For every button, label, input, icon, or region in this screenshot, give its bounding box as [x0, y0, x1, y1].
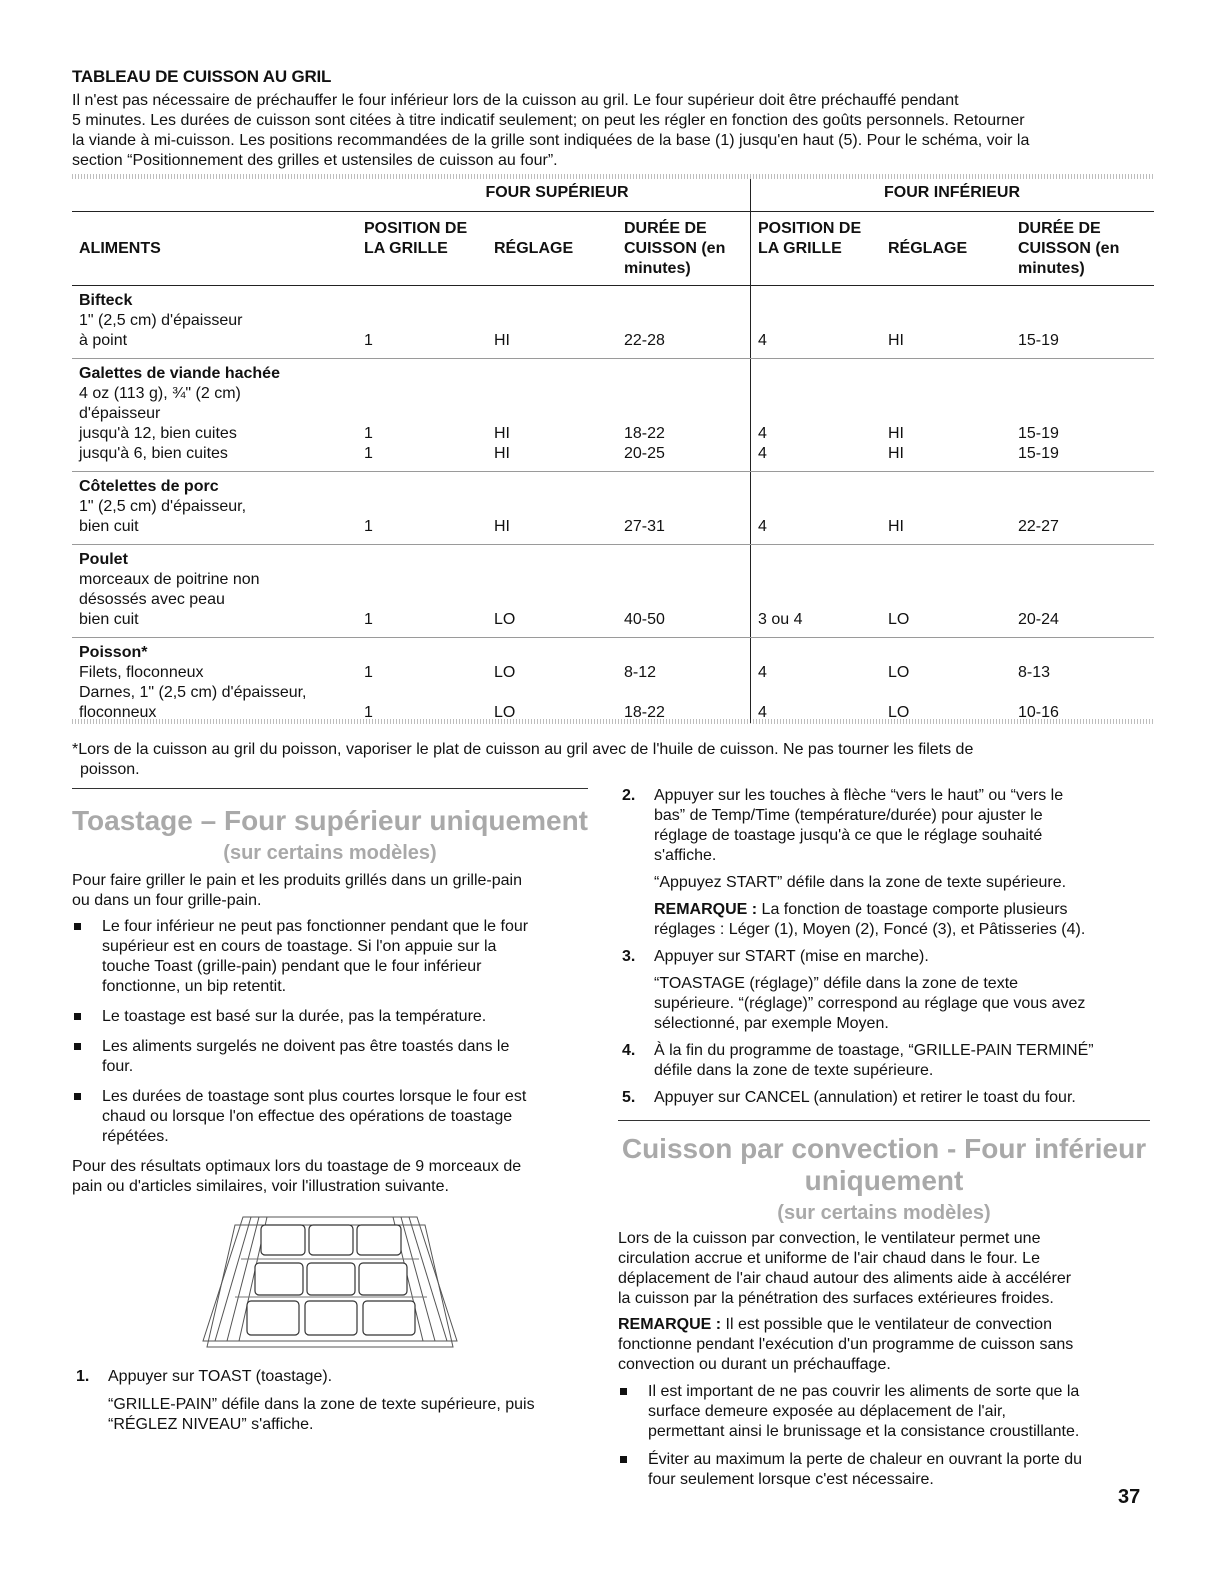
lower-setting-cell: LO	[888, 704, 910, 721]
text-line: Le four inférieur ne peut pas fonctionner pendant que le four	[102, 918, 529, 935]
food-desc: Darnes, 1" (2,5 cm) d'épaisseur,	[79, 684, 307, 701]
lower-position-cell: 4	[758, 664, 767, 681]
section-rule	[618, 1120, 1150, 1121]
text-line: Appuyer sur TOAST (toastage).	[108, 1368, 333, 1385]
upper-time-cell: 8-12	[624, 664, 657, 681]
header-line: CUISSON (en	[624, 240, 726, 257]
text-line: répétées.	[102, 1128, 169, 1145]
toasting-bullet	[72, 917, 588, 997]
text-line: four seulement lorsque c'est nécessaire.	[648, 1471, 934, 1488]
lower-oven-group-header: FOUR INFÉRIEUR	[884, 184, 1020, 201]
toasting-outro	[72, 1157, 588, 1197]
footnote-line: poisson.	[80, 761, 140, 778]
header-line: LA GRILLE	[758, 240, 842, 257]
header-line: POSITION DE	[364, 220, 468, 237]
intro-line: section “Positionnement des grilles et ustensiles de cuisson au four”.	[72, 152, 558, 169]
upper-position-cell: 1	[364, 664, 373, 681]
toasting-step-1	[72, 1367, 588, 1387]
row-divider	[72, 637, 1154, 638]
text-line: “Appuyez START” défile dans la zone de texte supérieure.	[654, 874, 1067, 891]
lower-position-cell: 4	[758, 445, 767, 462]
title-line: uniquement	[804, 1165, 964, 1196]
food-desc: 1" (2,5 cm) d'épaisseur	[79, 312, 243, 329]
text-line: Les durées de toastage sont plus courtes lorsque le four est	[102, 1088, 527, 1105]
food-cell	[79, 477, 369, 537]
food-desc: désossés avec peau	[79, 591, 225, 608]
bullet-square-icon	[620, 1388, 627, 1395]
text-line: pain ou d'articles similaires, voir l'illustration suivante.	[72, 1178, 449, 1195]
step-detail	[618, 873, 1150, 893]
text-line: touche Toast (grille-pain) pendant que le four inférieur	[102, 958, 482, 975]
step-number: 1.	[76, 1368, 90, 1385]
food-desc: à point	[79, 332, 128, 349]
step-detail	[618, 974, 1150, 1034]
note-label: REMARQUE :	[618, 1316, 722, 1333]
text-line: Le toastage est basé sur la durée, pas la température.	[102, 1008, 487, 1025]
lower-setting-cell: HI	[888, 332, 904, 349]
toasting-bullet	[72, 1037, 588, 1077]
text-line: supérieur est en cours de toastage. Si l'on appuie sur la	[102, 938, 497, 955]
bullet-square-icon	[74, 1013, 81, 1020]
text-line: sélectionné, par exemple Moyen.	[654, 1015, 889, 1032]
text-line: s'affiche.	[654, 847, 717, 864]
text-line: fonctionne, un bip retentit.	[102, 978, 287, 995]
upper-setting-cell: LO	[494, 664, 516, 681]
upper-time-cell: 18-22	[624, 425, 665, 442]
food-desc: jusqu'à 12, bien cuites	[79, 425, 237, 442]
toasting-step-4	[618, 1041, 1150, 1081]
food-name: Côtelettes de porc	[79, 478, 219, 495]
lower-position-cell: 4	[758, 332, 767, 349]
text-line: Il est possible que le ventilateur de convection	[721, 1316, 1052, 1333]
lower-time-cell: 15-19	[1018, 332, 1059, 349]
food-desc: Filets, floconneux	[79, 664, 204, 681]
convection-title	[618, 1133, 1150, 1197]
header-line: DURÉE DE	[624, 220, 707, 237]
text-line: permettant ainsi le brunissage et la consistance croustillante.	[648, 1423, 1080, 1440]
food-name: Galettes de viande hachée	[79, 365, 280, 382]
upper-time-cell: 20-25	[624, 445, 665, 462]
toast-rack-illustration	[201, 1215, 459, 1351]
header-line: LA GRILLE	[364, 240, 448, 257]
oven-rack-with-bread-icon	[201, 1215, 459, 1351]
lower-time-cell: 15-19	[1018, 445, 1059, 462]
text-line: Appuyer sur les touches à flèche “vers le haut” ou “vers le	[654, 787, 1064, 804]
upper-time-cell: 18-22	[624, 704, 665, 721]
food-name: Poulet	[79, 551, 128, 568]
food-desc: floconneux	[79, 704, 157, 721]
upper-position-cell: 1	[364, 332, 373, 349]
text-line: supérieure. “(réglage)” correspond au réglage que vous avez	[654, 995, 1086, 1012]
header-bottom-rule	[72, 285, 1154, 286]
food-desc: morceaux de poitrine non	[79, 571, 260, 588]
convection-subtitle: (sur certains modèles)	[777, 1202, 991, 1224]
lower-setting-cell: HI	[888, 445, 904, 462]
upper-setting-cell: LO	[494, 611, 516, 628]
lower-position-header	[758, 219, 861, 259]
text-line: circulation accrue et uniforme de l'air chaud dans le four. Le	[618, 1250, 1040, 1267]
bullet-square-icon	[74, 1043, 81, 1050]
lower-position-cell: 4	[758, 425, 767, 442]
food-desc: 1" (2,5 cm) d'épaisseur,	[79, 498, 247, 515]
upper-setting-header: RÉGLAGE	[494, 240, 574, 257]
upper-setting-cell: HI	[494, 518, 510, 535]
toasting-subtitle: (sur certains modèles)	[223, 842, 437, 864]
toasting-title: Toastage – Four supérieur uniquement	[72, 805, 589, 836]
text-line: Éviter au maximum la perte de chaleur en ouvrant la porte du	[648, 1451, 1083, 1468]
upper-setting-cell: HI	[494, 332, 510, 349]
page-number: 37	[1118, 1486, 1141, 1508]
toasting-section	[72, 788, 588, 1435]
header-line: CUISSON (en	[1018, 240, 1120, 257]
food-desc: 4 oz (113 g), ¾" (2 cm)	[79, 385, 241, 402]
text-line: Appuyer sur CANCEL (annulation) et retirer le toast du four.	[654, 1089, 1076, 1106]
upper-position-cell: 1	[364, 445, 373, 462]
header-line: DURÉE DE	[1018, 220, 1101, 237]
text-line: chaud ou lorsque l'on effectue des opérations de toastage	[102, 1108, 513, 1125]
text-line: “TOASTAGE (réglage)” défile dans la zone de texte	[654, 975, 1019, 992]
upper-time-cell: 22-28	[624, 332, 665, 349]
row-divider	[72, 544, 1154, 545]
text-line: Il est important de ne pas couvrir les aliments de sorte que la	[648, 1383, 1080, 1400]
row-divider	[72, 471, 1154, 472]
food-name: Poisson*	[79, 644, 148, 661]
upper-time-header	[624, 219, 725, 279]
title-line: Cuisson par convection - Four inférieur	[621, 1133, 1147, 1164]
step-number: 4.	[622, 1042, 636, 1059]
intro-line: la viande à mi-cuisson. Les positions recommandées de la grille sont indiquées de la base (1) jusqu'en haut (5). Pour le schéma, voir la	[72, 132, 1030, 149]
text-line: À la fin du programme de toastage, “GRILLE-PAIN TERMINÉ”	[654, 1042, 1094, 1059]
lower-time-cell: 15-19	[1018, 425, 1059, 442]
convection-bullet	[618, 1382, 1150, 1442]
food-cell	[79, 291, 369, 351]
lower-setting-cell: HI	[888, 518, 904, 535]
text-line: convection ou durant un préchauffage.	[618, 1356, 891, 1373]
table-top-border	[72, 174, 1154, 179]
intro-line: Il n'est pas nécessaire de préchauffer le four inférieur lors de la cuisson au gril. Le four supérieur doit être préchauffé pendant	[72, 92, 959, 109]
lower-setting-cell: LO	[888, 611, 910, 628]
toasting-step-5	[618, 1088, 1150, 1108]
text-line: four.	[102, 1058, 134, 1075]
upper-position-cell: 1	[364, 518, 373, 535]
text-line: réglages : Léger (1), Moyen (2), Foncé (3), et Pâtisseries (4).	[654, 921, 1086, 938]
text-line: défile dans la zone de texte supérieure.	[654, 1062, 934, 1079]
step-detail	[72, 1395, 588, 1435]
upper-time-cell: 27-31	[624, 518, 665, 535]
text-line: bas” de Temp/Time (température/durée) pour ajuster le	[654, 807, 1043, 824]
broil-chart-title: TABLEAU DE CUISSON AU GRIL	[72, 67, 332, 86]
convection-intro	[618, 1229, 1150, 1309]
text-line: Pour des résultats optimaux lors du toastage de 9 morceaux de	[72, 1158, 522, 1175]
upper-position-header	[364, 219, 467, 259]
upper-position-cell: 1	[364, 425, 373, 442]
food-desc: d'épaisseur	[79, 405, 161, 422]
upper-position-cell: 1	[364, 704, 373, 721]
step-number: 3.	[622, 948, 636, 965]
food-name: Bifteck	[79, 292, 133, 309]
text-line: Lors de la cuisson par convection, le ventilateur permet une	[618, 1230, 1041, 1247]
step-note	[618, 900, 1150, 940]
lower-position-cell: 4	[758, 704, 767, 721]
table-footnote	[72, 740, 1157, 780]
upper-setting-cell: HI	[494, 425, 510, 442]
text-line: Pour faire griller le pain et les produits grillés dans un grille-pain	[72, 872, 523, 889]
lower-time-cell: 8-13	[1018, 664, 1051, 681]
bullet-square-icon	[74, 923, 81, 930]
text-line: fonctionne pendant l'exécution d'un programme de cuisson sans	[618, 1336, 1074, 1353]
row-divider	[72, 358, 1154, 359]
toasting-bullet	[72, 1087, 588, 1147]
upper-oven-group-header: FOUR SUPÉRIEUR	[485, 184, 629, 201]
food-cell	[79, 643, 369, 723]
food-desc: jusqu'à 6, bien cuites	[79, 445, 228, 462]
toasting-step-3	[618, 947, 1150, 967]
lower-position-cell: 3 ou 4	[758, 611, 803, 628]
lower-time-cell: 20-24	[1018, 611, 1059, 628]
convection-note	[618, 1315, 1150, 1375]
header-line: minutes)	[1018, 260, 1085, 277]
footnote-line: *Lors de la cuisson au gril du poisson, vaporiser le plat de cuisson au gril avec de l'huile de cuisson. Ne pas tourner les filets de	[72, 741, 974, 758]
section-rule	[72, 788, 588, 789]
bullet-square-icon	[74, 1093, 81, 1100]
lower-position-cell: 4	[758, 518, 767, 535]
bullet-square-icon	[620, 1456, 627, 1463]
upper-setting-cell: LO	[494, 704, 516, 721]
right-column	[618, 786, 1150, 1490]
text-line: déplacement de l'air chaud autour des aliments aide à accélérer	[618, 1270, 1072, 1287]
lower-setting-cell: LO	[888, 664, 910, 681]
upper-time-cell: 40-50	[624, 611, 665, 628]
lower-time-header	[1018, 219, 1119, 279]
oven-divider	[750, 179, 751, 723]
lower-setting-cell: HI	[888, 425, 904, 442]
text-line: “GRILLE-PAIN” défile dans la zone de texte supérieure, puis	[108, 1396, 535, 1413]
food-column-header: ALIMENTS	[79, 240, 161, 257]
food-desc: bien cuit	[79, 611, 139, 628]
convection-bullet	[618, 1450, 1150, 1490]
text-line: “RÉGLEZ NIVEAU” s'affiche.	[108, 1416, 314, 1433]
header-rule	[72, 211, 1154, 212]
toasting-step-2	[618, 786, 1150, 866]
upper-setting-cell: HI	[494, 445, 510, 462]
lower-setting-header: RÉGLAGE	[888, 240, 968, 257]
text-line: la cuisson par la pénétration des surfaces extérieures froides.	[618, 1290, 1054, 1307]
food-cell	[79, 364, 369, 464]
lower-time-cell: 22-27	[1018, 518, 1059, 535]
broil-chart-intro	[72, 91, 1152, 171]
broil-chart-table	[72, 174, 1154, 728]
text-line: Les aliments surgelés ne doivent pas être toastés dans le	[102, 1038, 510, 1055]
text-line: La fonction de toastage comporte plusieurs	[757, 901, 1068, 918]
text-line: ou dans un four grille-pain.	[72, 892, 262, 909]
lower-time-cell: 10-16	[1018, 704, 1059, 721]
header-line: POSITION DE	[758, 220, 862, 237]
food-cell	[79, 550, 369, 630]
intro-line: 5 minutes. Les durées de cuisson sont citées à titre indicatif seulement; on peut les régler en fonction des goûts personnels. Retourner	[72, 112, 1025, 129]
text-line: réglage de toastage jusqu'à ce que le réglage souhaité	[654, 827, 1043, 844]
text-line: Appuyer sur START (mise en marche).	[654, 948, 929, 965]
text-line: surface demeure exposée au déplacement de l'air,	[648, 1403, 1006, 1420]
note-label: REMARQUE :	[654, 901, 758, 918]
toasting-intro	[72, 871, 588, 911]
upper-position-cell: 1	[364, 611, 373, 628]
toasting-bullet	[72, 1007, 588, 1027]
header-line: minutes)	[624, 260, 691, 277]
food-desc: bien cuit	[79, 518, 139, 535]
step-number: 5.	[622, 1089, 636, 1106]
step-number: 2.	[622, 787, 636, 804]
